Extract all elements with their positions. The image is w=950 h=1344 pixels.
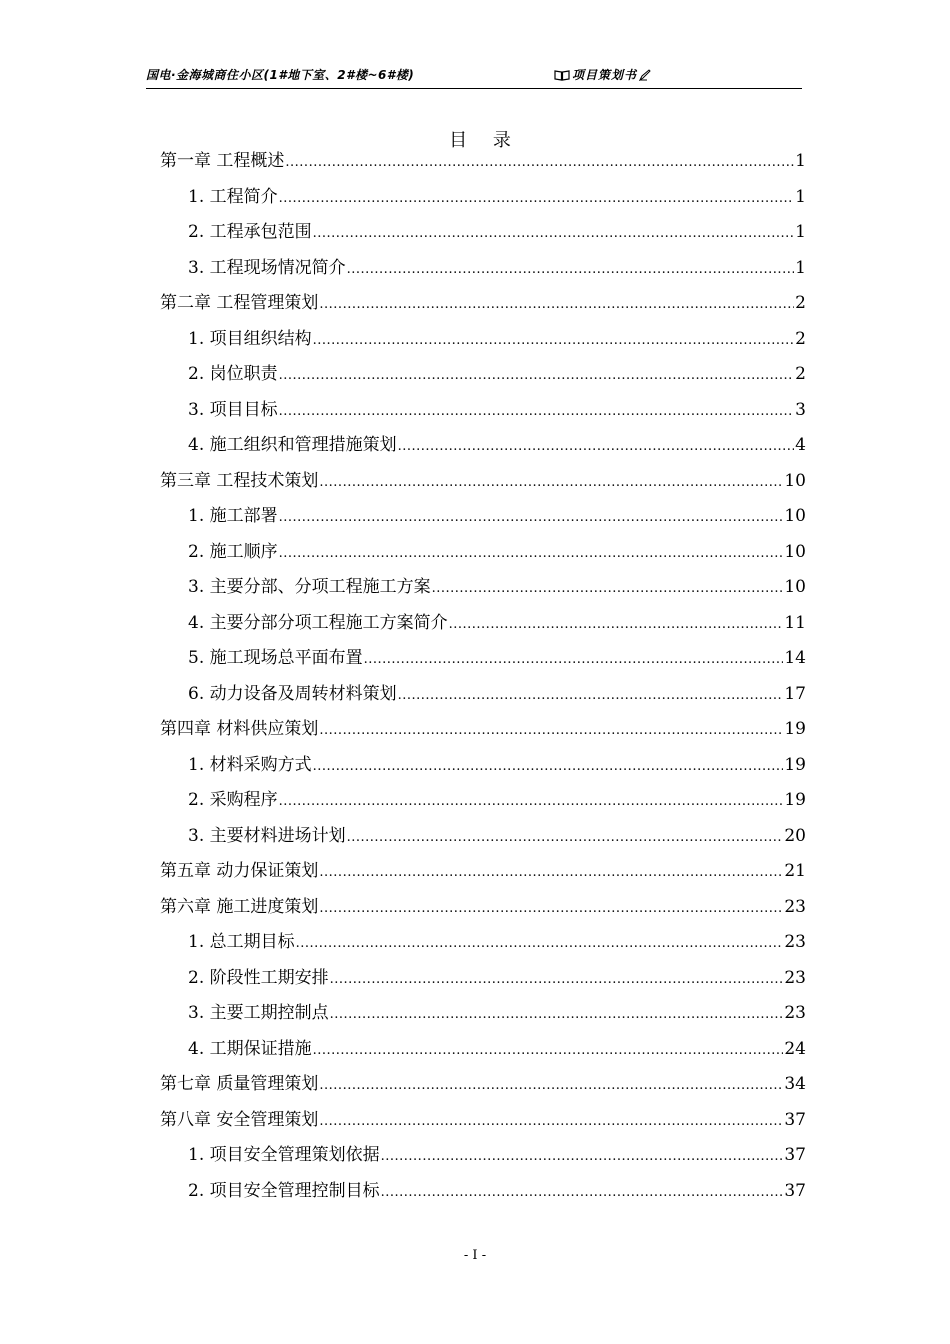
- toc-dot-leader: [279, 505, 784, 531]
- toc-title: 目 录: [449, 130, 521, 151]
- toc-section-entry[interactable]: [160, 432, 806, 468]
- toc-entry-label: 1. 施工部署: [188, 506, 278, 526]
- toc-dot-leader: [313, 221, 795, 247]
- toc-section-entry[interactable]: [160, 503, 806, 539]
- toc-section-entry[interactable]: [160, 574, 806, 610]
- toc-dot-leader: [398, 683, 784, 709]
- toc-dot-leader: [330, 967, 784, 993]
- toc-chapter-entry[interactable]: [160, 1107, 806, 1143]
- toc-entry-page: 1: [795, 222, 806, 242]
- toc-chapter-entry[interactable]: [160, 1071, 806, 1107]
- toc-entry-label: 1. 项目组织结构: [188, 328, 312, 349]
- header-doc-title-group: [554, 66, 651, 83]
- toc-entry-label: 1. 总工期目标: [188, 932, 295, 952]
- toc-section-entry[interactable]: [160, 610, 806, 646]
- toc-entry-page: 37: [784, 1145, 806, 1165]
- toc-dot-leader: [279, 541, 784, 567]
- toc-dot-leader: [319, 470, 783, 496]
- toc-entry-label: 3. 工程现场情况简介: [188, 257, 346, 278]
- toc-dot-leader: [279, 363, 795, 389]
- toc-chapter-entry[interactable]: [160, 468, 806, 504]
- toc-dot-leader: [347, 257, 795, 283]
- toc-entry-page: 21: [784, 861, 806, 881]
- toc-entry-page: 17: [784, 683, 806, 704]
- toc-entry-page: 10: [784, 506, 806, 526]
- toc-dot-leader: [279, 186, 795, 212]
- toc-entry-label: 4. 主要分部分项工程施工方案简介: [188, 612, 448, 633]
- toc-dot-leader: [319, 718, 783, 744]
- toc-entry-label: 5. 施工现场总平面布置: [188, 648, 363, 668]
- toc-dot-leader: [319, 1109, 783, 1135]
- toc-entry-label: 1. 项目安全管理策划依据: [188, 1145, 380, 1165]
- toc-dot-leader: [285, 150, 794, 176]
- toc-entry-label: 第七章 质量管理策划: [160, 1074, 319, 1094]
- toc-entry-page: 10: [784, 470, 806, 491]
- toc-dot-leader: [449, 612, 784, 638]
- toc-chapter-entry[interactable]: [160, 858, 806, 894]
- toc-entry-page: 37: [784, 1180, 806, 1201]
- toc-entry-label: 4. 工期保证措施: [188, 1038, 312, 1059]
- toc-entry-page: 19: [784, 790, 806, 810]
- toc-entry-page: 2: [795, 328, 806, 349]
- toc-entry-label: 1. 材料采购方式: [188, 754, 312, 775]
- toc-entry-label: 2. 施工顺序: [188, 541, 278, 562]
- toc-entry-page: 4: [795, 435, 806, 455]
- toc-dot-leader: [381, 1144, 784, 1170]
- header-doc-title: 项目策划书: [572, 68, 638, 82]
- toc-section-entry[interactable]: [160, 1178, 806, 1214]
- toc-dot-leader: [296, 931, 784, 957]
- toc-entry-label: 第五章 动力保证策划: [160, 861, 319, 881]
- toc-entry-label: 1. 工程简介: [188, 186, 278, 207]
- toc-entry-page: 23: [784, 932, 806, 952]
- toc-entry-label: 3. 主要工期控制点: [188, 1003, 329, 1023]
- toc-section-entry[interactable]: [160, 929, 806, 965]
- toc-dot-leader: [364, 647, 784, 673]
- toc-entry-label: 第六章 施工进度策划: [160, 896, 319, 917]
- toc-entry-page: 23: [784, 967, 806, 988]
- toc-entry-page: 24: [784, 1038, 806, 1059]
- toc-section-entry[interactable]: [160, 965, 806, 1001]
- header-project-name: 国电·金海城商住小区(1#地下室、2#楼~6#楼): [146, 68, 415, 82]
- toc-chapter-entry[interactable]: [160, 716, 806, 752]
- toc-section-entry[interactable]: [160, 787, 806, 823]
- toc-dot-leader: [347, 825, 784, 851]
- toc-dot-leader: [313, 328, 795, 354]
- toc-entry-page: 1: [795, 186, 806, 207]
- toc-entry-label: 第四章 材料供应策划: [160, 719, 319, 739]
- toc-dot-leader: [313, 1038, 784, 1064]
- toc-entry-page: 11: [784, 612, 806, 633]
- toc-entry-label: 第一章 工程概述: [160, 151, 285, 171]
- toc-entry-page: 23: [784, 1003, 806, 1023]
- toc-entry-label: 3. 主要材料进场计划: [188, 825, 346, 846]
- toc-entry-label: 2. 阶段性工期安排: [188, 967, 329, 988]
- toc-entry-label: 第三章 工程技术策划: [160, 470, 319, 491]
- toc-entry-page: 14: [784, 648, 806, 668]
- toc-entry-page: 19: [784, 719, 806, 739]
- toc-chapter-entry[interactable]: [160, 290, 806, 326]
- toc-section-entry[interactable]: [160, 361, 806, 397]
- toc-entry-page: 37: [784, 1109, 806, 1130]
- toc-entry-label: 2. 岗位职责: [188, 364, 278, 384]
- toc-dot-leader: [381, 1180, 784, 1206]
- toc-chapter-entry[interactable]: [160, 148, 806, 184]
- toc-section-entry[interactable]: [160, 219, 806, 255]
- page-header: [146, 66, 802, 89]
- toc-entry-page: 19: [784, 754, 806, 775]
- toc-entry-label: 6. 动力设备及周转材料策划: [188, 683, 397, 704]
- pen-icon: [639, 69, 651, 81]
- toc-dot-leader: [279, 789, 784, 815]
- toc-dot-leader: [313, 754, 784, 780]
- toc-dot-leader: [279, 399, 795, 425]
- toc-section-entry[interactable]: [160, 823, 806, 859]
- toc-list: [160, 148, 806, 1213]
- toc-section-entry[interactable]: [160, 184, 806, 220]
- toc-section-entry[interactable]: [160, 539, 806, 575]
- toc-dot-leader: [319, 860, 783, 886]
- toc-entry-page: 10: [784, 541, 806, 562]
- toc-section-entry[interactable]: [160, 326, 806, 362]
- toc-dot-leader: [432, 576, 784, 602]
- toc-entry-label: 2. 项目安全管理控制目标: [188, 1180, 380, 1201]
- toc-entry-label: 4. 施工组织和管理措施策划: [188, 435, 397, 455]
- toc-entry-page: 23: [784, 896, 806, 917]
- page-number: - I -: [463, 1248, 487, 1263]
- toc-section-entry[interactable]: [160, 1142, 806, 1178]
- toc-entry-page: 34: [784, 1074, 806, 1094]
- toc-entry-label: 第二章 工程管理策划: [160, 293, 319, 313]
- toc-entry-page: 1: [795, 257, 806, 278]
- toc-entry-page: 2: [795, 293, 806, 313]
- toc-section-entry[interactable]: [160, 1000, 806, 1036]
- toc-section-entry[interactable]: [160, 397, 806, 433]
- toc-entry-label: 第八章 安全管理策划: [160, 1109, 319, 1130]
- book-icon: [554, 69, 570, 81]
- toc-entry-label: 2. 采购程序: [188, 790, 278, 810]
- toc-entry-page: 1: [795, 151, 806, 171]
- toc-dot-leader: [398, 434, 795, 460]
- toc-section-entry[interactable]: [160, 645, 806, 681]
- toc-section-entry[interactable]: [160, 752, 806, 788]
- toc-entry-page: 3: [795, 399, 806, 420]
- toc-section-entry[interactable]: [160, 1036, 806, 1072]
- toc-section-entry[interactable]: [160, 681, 806, 717]
- toc-entry-page: 10: [784, 577, 806, 597]
- toc-section-entry[interactable]: [160, 255, 806, 291]
- toc-chapter-entry[interactable]: [160, 894, 806, 930]
- toc-entry-label: 3. 主要分部、分项工程施工方案: [188, 577, 431, 597]
- toc-dot-leader: [319, 1073, 783, 1099]
- toc-entry-label: 3. 项目目标: [188, 399, 278, 420]
- toc-dot-leader: [319, 292, 794, 318]
- toc-entry-label: 2. 工程承包范围: [188, 222, 312, 242]
- toc-entry-page: 20: [784, 825, 806, 846]
- toc-dot-leader: [319, 896, 783, 922]
- toc-dot-leader: [330, 1002, 784, 1028]
- toc-entry-page: 2: [795, 364, 806, 384]
